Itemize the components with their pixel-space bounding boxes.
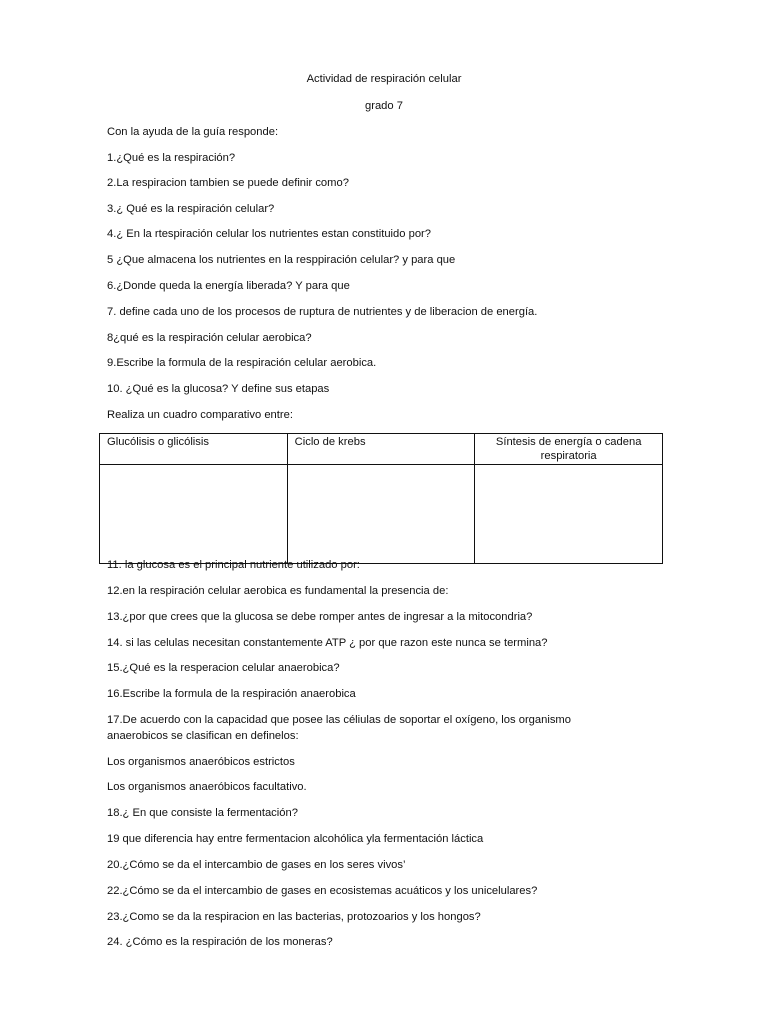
question-17-line-2: anaerobicos se clasifican en definelos: bbox=[107, 730, 299, 742]
question-10: 10. ¿Qué es la glucosa? Y define sus etapas bbox=[107, 383, 330, 395]
document-title: Actividad de respiración celular bbox=[306, 73, 462, 85]
question-4: 4.¿ En la rtespiración celular los nutrientes estan constituido por? bbox=[107, 228, 431, 240]
question-17-line-1: 17.De acuerdo con la capacidad que posee las céliulas de soportar el oxígeno, los organismo bbox=[107, 714, 571, 726]
question-19: 19 que diferencia hay entre fermentacion alcohólica yla fermentación láctica bbox=[107, 833, 484, 845]
table-intro: Realiza un cuadro comparativo entre: bbox=[107, 409, 293, 421]
question-18: 18.¿ En que consiste la fermentación? bbox=[107, 807, 298, 819]
table-header-cell: Ciclo de krebs bbox=[287, 434, 475, 465]
table-header-cell: Glucólisis o glicólisis bbox=[100, 434, 288, 465]
table-cell bbox=[100, 465, 288, 564]
table-header-row bbox=[100, 434, 663, 465]
question-13: 13.¿por que crees que la glucosa se debe romper antes de ingresar a la mitocondria? bbox=[107, 611, 533, 623]
question-6: 6.¿Donde queda la energía liberada? Y para que bbox=[107, 280, 350, 292]
question-3: 3.¿ Qué es la respiración celular? bbox=[107, 203, 275, 215]
instructions: Con la ayuda de la guía responde: bbox=[107, 126, 279, 138]
organism-type-facultative: Los organismos anaeróbicos facultativo. bbox=[107, 781, 307, 793]
question-8: 8¿qué es la respiración celular aerobica? bbox=[107, 332, 312, 344]
table-row bbox=[100, 465, 663, 564]
comparison-table bbox=[99, 433, 663, 564]
question-7: 7. define cada uno de los procesos de ruptura de nutrientes y de liberacion de energía. bbox=[107, 306, 538, 318]
table-header-cell: Síntesis de energía o cadena respiratoria bbox=[475, 434, 663, 465]
question-9: 9.Escribe la formula de la respiración celular aerobica. bbox=[107, 357, 377, 369]
table-cell bbox=[475, 465, 663, 564]
question-2: 2.La respiracion tambien se puede definir como? bbox=[107, 177, 349, 189]
question-22: 22.¿Cómo se da el intercambio de gases en ecosistemas acuáticos y los unicelulares? bbox=[107, 885, 538, 897]
question-5: 5 ¿Que almacena los nutrientes en la resppiración celular? y para que bbox=[107, 254, 456, 266]
question-11: 11. la glucosa es el principal nutriente utilizado por: bbox=[107, 559, 360, 571]
question-14: 14. si las celulas necesitan constantemente ATP ¿ por que razon este nunca se termina? bbox=[107, 637, 548, 649]
question-12: 12.en la respiración celular aerobica es fundamental la presencia de: bbox=[107, 585, 449, 597]
question-20: 20.¿Cómo se da el intercambio de gases en los seres vivos’ bbox=[107, 859, 406, 871]
document-subtitle: grado 7 bbox=[365, 100, 403, 112]
question-16: 16.Escribe la formula de la respiración anaerobica bbox=[107, 688, 356, 700]
organism-type-strict: Los organismos anaeróbicos estrictos bbox=[107, 756, 295, 768]
question-24: 24. ¿Cómo es la respiración de los moneras? bbox=[107, 936, 333, 948]
table-cell bbox=[287, 465, 475, 564]
question-23: 23.¿Como se da la respiracion en las bacterias, protozoarios y los hongos? bbox=[107, 911, 481, 923]
question-1: 1.¿Qué es la respiración? bbox=[107, 152, 236, 164]
question-15: 15.¿Qué es la resperacion celular anaerobica? bbox=[107, 662, 340, 674]
